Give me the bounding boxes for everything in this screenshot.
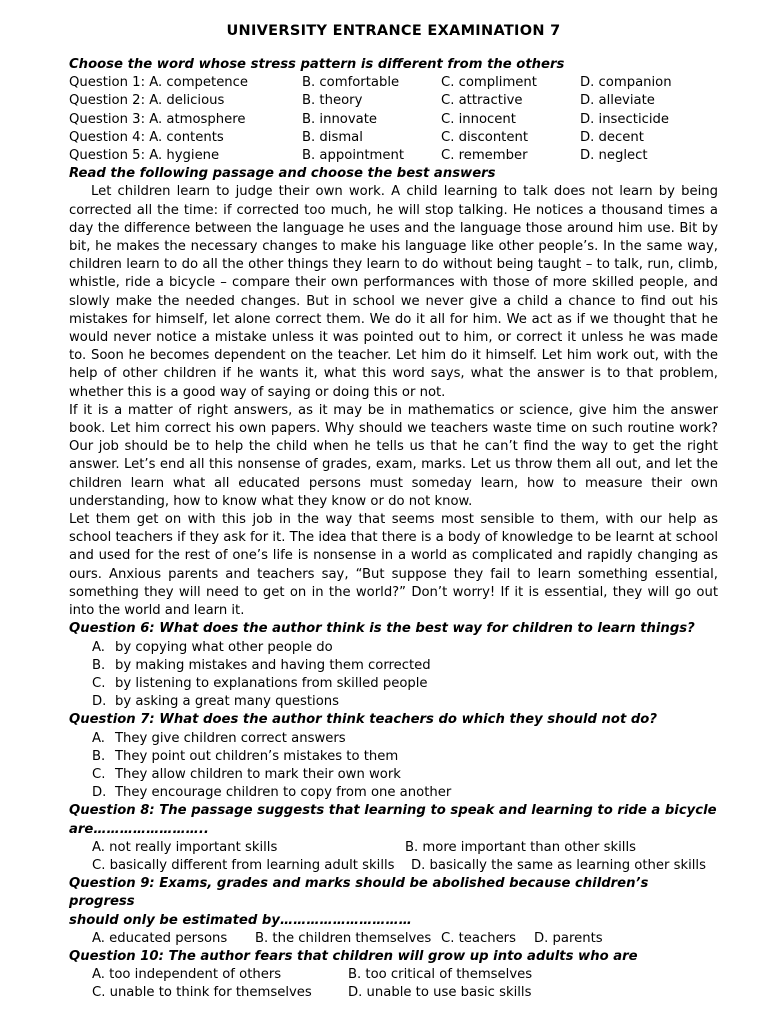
passage-paragraph-2: If it is a matter of right answers, as it may be in mathematics or science, give him the answer book. Let him correct his own papers. Why should we teachers waste time on such routine work? Our job should be to help the child when he tells us that he can’t find the way to get the right answer. Let’s end all this nonsense of grades, exam, marks. Let us throw them all out, and let the children learn what all educated persons must someday learn, how to measure their own understanding, how to know what they know or do not know. xyxy=(69,402,718,509)
q3-b: B. innovate xyxy=(302,111,378,127)
q6-option-a-text: by copying what other people do xyxy=(115,639,333,655)
q9-title-line1: Question 9: Exams, grades and marks should be abolished because children’s progress xyxy=(69,876,649,910)
q7-option-d-letter: D. xyxy=(92,785,107,801)
q6-option-c-text: by listening to explanations from skilled people xyxy=(115,675,428,691)
question-row-1 xyxy=(69,74,718,92)
q3-a: Question 3: A. atmosphere xyxy=(69,111,246,127)
q6-option-b[interactable] xyxy=(69,657,718,675)
q2-c: C. attractive xyxy=(441,93,523,109)
q8-row-cd xyxy=(69,857,718,875)
q5-a: Question 5: A. hygiene xyxy=(69,148,220,164)
q6-option-a-letter: A. xyxy=(92,639,105,655)
q8-option-d[interactable]: D. basically the same as learning other skills xyxy=(411,857,706,873)
q7-option-a-text: They give children correct answers xyxy=(115,730,346,746)
stress-questions xyxy=(69,74,718,165)
q9-option-d[interactable]: D. parents xyxy=(534,930,603,946)
q7-option-a[interactable] xyxy=(69,730,718,748)
q2-b: B. theory xyxy=(302,93,363,109)
page-title: UNIVERSITY ENTRANCE EXAMINATION 7 xyxy=(226,23,561,39)
q1-c: C. compliment xyxy=(441,75,537,91)
q4-c: C. discontent xyxy=(441,129,528,145)
q10-row-ab xyxy=(69,966,718,984)
q5-b: B. appointment xyxy=(302,148,405,164)
q10-row-cd xyxy=(69,984,718,1002)
q5-d: D. neglect xyxy=(580,148,648,164)
q7-option-d-text: They encourage children to copy from one another xyxy=(115,785,452,801)
q7-option-b-letter: B. xyxy=(92,748,106,764)
q6-option-d-text: by asking a great many questions xyxy=(115,694,340,710)
q7-option-a-letter: A. xyxy=(92,730,105,746)
q10-option-a[interactable]: A. too independent of others xyxy=(92,967,282,983)
q10-option-d[interactable]: D. unable to use basic skills xyxy=(348,985,532,1001)
question-row-5 xyxy=(69,147,718,165)
passage-paragraph-3: Let them get on with this job in the way that seems most sensible to them, with our help as school teachers if they ask for it. The idea that there is a body of knowledge to be learnt at school and used for the rest of one’s life is nonsense in a world as complicated and rapidly changing as ours. Anxious parents and teachers say, “But suppose they fail to learn something essential, something they will need to get on in the world?” Don’t worry! If it is essential, they will go out into the world and learn it. xyxy=(69,512,718,619)
passage-paragraph-1-text: Let children learn to judge their own work. A child learning to talk does not learn by being corrected all the time: if corrected too much, he will stop talking. He notices a thousand times a day the difference between the language he uses and the language those around him use. Bit by bit, he makes the necessary changes to make his language like other people’s. In the same way, children learn to do all the other things they learn to do without being taught – to talk, run, climb, whistle, ride a bicycle – compare their own performances with those of more skilled people, and slowly make the needed changes. But in school we never give a child a chance to find out his mistakes for himself, let alone correct them. We do it all for him. We act as if we thought that he would never notice a mistake unless it was pointed out to him, or correct it unless he was made to. Soon he becomes dependent on the teacher. Let him do it himself. Let him work out, with the help of other children if he wants it, what this word says, what the answer is to that problem, whether this is a good way of saying or doing this or not. xyxy=(69,184,718,400)
q10-option-b[interactable]: B. too critical of themselves xyxy=(348,967,533,983)
q4-b: B. dismal xyxy=(302,129,363,145)
q7-option-b-text: They point out children’s mistakes to them xyxy=(115,748,399,764)
q6-option-b-letter: B. xyxy=(92,657,106,673)
question-row-3 xyxy=(69,111,718,129)
section1-instruction: Choose the word whose stress pattern is different from the others xyxy=(69,57,565,72)
q9-option-a[interactable]: A. educated persons xyxy=(92,930,228,946)
q7-option-b[interactable] xyxy=(69,748,718,766)
question-row-4 xyxy=(69,129,718,147)
q8-option-b[interactable]: B. more important than other skills xyxy=(405,839,636,855)
q8-title-line2: are…………………….. xyxy=(69,821,209,837)
q3-c: C. innocent xyxy=(441,111,516,127)
q7-option-c[interactable] xyxy=(69,766,718,784)
q9-option-b[interactable]: B. the children themselves xyxy=(255,930,432,946)
q2-d: D. alleviate xyxy=(580,93,655,109)
q1-a: Question 1: A. competence xyxy=(69,75,249,91)
q8-row-ab xyxy=(69,839,718,857)
q7-option-d[interactable] xyxy=(69,784,718,802)
q6-option-a[interactable] xyxy=(69,639,718,657)
q10-title: Question 10: The author fears that children will grow up into adults who are xyxy=(69,948,638,964)
q6-option-d[interactable] xyxy=(69,693,718,711)
q9-option-c[interactable]: C. teachers xyxy=(441,930,516,946)
q6-title: Question 6: What does the author think is the best way for children to learn things? xyxy=(69,621,695,637)
q3-d: D. insecticide xyxy=(580,111,670,127)
q6-option-b-text: by making mistakes and having them corrected xyxy=(115,657,431,673)
q8-title-line1: Question 8: The passage suggests that learning to speak and learning to ride a bicycle xyxy=(69,803,717,819)
q9-title-line2: should only be estimated by………………………… xyxy=(69,912,412,928)
q7-option-c-text: They allow children to mark their own work xyxy=(115,766,401,782)
q4-d: D. decent xyxy=(580,129,644,145)
q6-option-d-letter: D. xyxy=(92,694,107,710)
q6-option-c-letter: C. xyxy=(92,675,106,691)
question-row-2 xyxy=(69,92,718,110)
q1-d: D. companion xyxy=(580,75,672,91)
q9-options xyxy=(69,930,718,948)
passage-paragraph-1 xyxy=(69,183,718,401)
q7-title: Question 7: What does the author think teachers do which they should not do? xyxy=(69,712,658,728)
q8-option-a[interactable]: A. not really important skills xyxy=(92,839,278,855)
q10-option-c[interactable]: C. unable to think for themselves xyxy=(92,985,312,1001)
section2-instruction: Read the following passage and choose the best answers xyxy=(69,166,496,182)
q7-option-c-letter: C. xyxy=(92,766,106,782)
q6-option-c[interactable] xyxy=(69,675,718,693)
q5-c: C. remember xyxy=(441,148,528,164)
q8-option-c[interactable]: C. basically different from learning adult skills xyxy=(92,857,395,873)
q2-a: Question 2: A. delicious xyxy=(69,93,225,109)
q1-b: B. comfortable xyxy=(302,75,400,91)
q4-a: Question 4: A. contents xyxy=(69,129,224,145)
